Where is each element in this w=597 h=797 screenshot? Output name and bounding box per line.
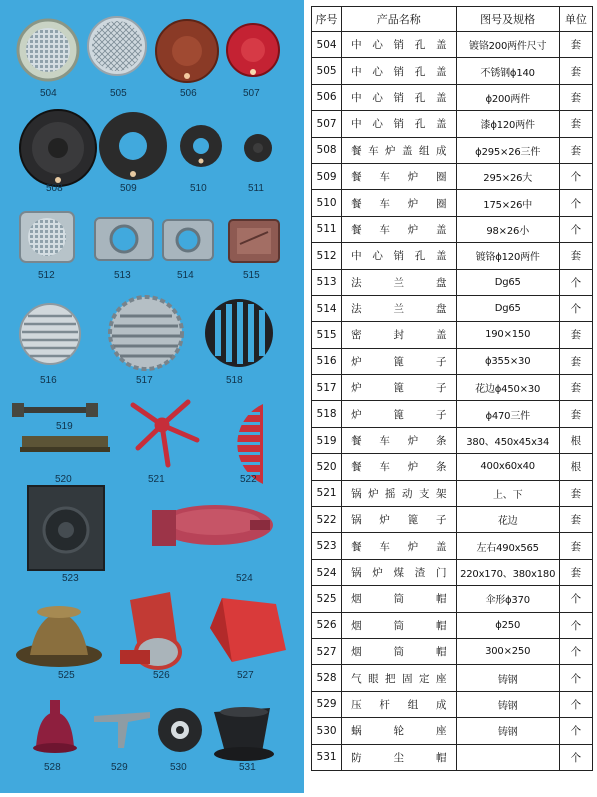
product-name: 烟筒帽 xyxy=(342,586,456,612)
row-number: 513 xyxy=(312,269,342,295)
item-527-photo xyxy=(210,598,286,662)
unit-value: 个 xyxy=(559,665,592,691)
spec-value: 上、下 xyxy=(456,480,559,506)
row-number: 522 xyxy=(312,507,342,533)
product-name: 锅炉篦子 xyxy=(342,507,456,533)
unit-value: 套 xyxy=(559,375,592,401)
row-number: 505 xyxy=(312,58,342,84)
row-number: 506 xyxy=(312,84,342,110)
table-row xyxy=(312,744,593,770)
product-name: 中心销孔盖 xyxy=(342,111,456,137)
unit-value: 套 xyxy=(559,111,592,137)
item-519-photo xyxy=(12,403,98,417)
table-row xyxy=(312,137,593,163)
spec-value: 400x60x40 xyxy=(456,454,559,480)
product-name: 锅炉摇动支架 xyxy=(342,480,456,506)
spec-table xyxy=(311,6,593,771)
spec-value: 左右490x565 xyxy=(456,533,559,559)
spec-value: ϕ200两件 xyxy=(456,84,559,110)
item-label: 525 xyxy=(58,670,75,681)
row-number: 511 xyxy=(312,216,342,242)
unit-value: 套 xyxy=(559,480,592,506)
unit-value: 个 xyxy=(559,269,592,295)
product-name: 餐车炉圈 xyxy=(342,163,456,189)
item-525-photo xyxy=(16,606,102,667)
spec-value: 175×26中 xyxy=(456,190,559,216)
row-number: 521 xyxy=(312,480,342,506)
table-row xyxy=(312,454,593,480)
unit-value: 个 xyxy=(559,612,592,638)
product-name: 烟筒帽 xyxy=(342,612,456,638)
product-name: 炉篦子 xyxy=(342,348,456,374)
item-label: 506 xyxy=(180,88,197,99)
table-row xyxy=(312,533,593,559)
row-number: 526 xyxy=(312,612,342,638)
spec-value: 伞形ϕ370 xyxy=(456,586,559,612)
product-name: 蜗轮座 xyxy=(342,718,456,744)
product-name: 炉篦子 xyxy=(342,375,456,401)
item-531-photo xyxy=(214,707,274,761)
table-row xyxy=(312,58,593,84)
unit-value: 根 xyxy=(559,454,592,480)
spec-value: 300×250 xyxy=(456,638,559,664)
item-530-photo xyxy=(158,708,202,752)
item-label: 528 xyxy=(44,762,61,773)
table-row xyxy=(312,691,593,717)
unit-value: 根 xyxy=(559,427,592,453)
product-name: 法兰盘 xyxy=(342,269,456,295)
item-505-photo xyxy=(88,17,146,75)
item-label: 505 xyxy=(110,88,127,99)
row-number: 504 xyxy=(312,32,342,58)
spec-value: 漆ϕ120两件 xyxy=(456,111,559,137)
unit-value: 套 xyxy=(559,322,592,348)
item-509-photo xyxy=(99,112,167,180)
spec-value: 220x170、380x180 xyxy=(456,559,559,585)
item-523-photo xyxy=(28,486,104,570)
row-number: 508 xyxy=(312,137,342,163)
row-number: 512 xyxy=(312,243,342,269)
unit-value: 个 xyxy=(559,586,592,612)
spec-value: ϕ355×30 xyxy=(456,348,559,374)
unit-value: 个 xyxy=(559,216,592,242)
item-522-photo xyxy=(221,404,263,484)
spec-value: 190×150 xyxy=(456,322,559,348)
product-name: 餐车炉圈 xyxy=(342,190,456,216)
item-506-photo xyxy=(156,20,218,82)
unit-value: 套 xyxy=(559,533,592,559)
product-name: 压杆组成 xyxy=(342,691,456,717)
table-row xyxy=(312,190,593,216)
spec-value: 铸钢 xyxy=(456,718,559,744)
unit-value: 套 xyxy=(559,84,592,110)
item-label: 513 xyxy=(114,270,131,281)
item-512-photo xyxy=(20,212,74,262)
item-label: 519 xyxy=(56,421,73,432)
row-number: 527 xyxy=(312,638,342,664)
item-520-photo xyxy=(20,436,110,452)
unit-value: 套 xyxy=(559,58,592,84)
item-521-photo xyxy=(133,402,197,465)
table-row xyxy=(312,269,593,295)
spec-value: 295×26大 xyxy=(456,163,559,189)
product-name: 法兰盘 xyxy=(342,295,456,321)
spec-value: 98×26小 xyxy=(456,216,559,242)
product-name: 餐车炉条 xyxy=(342,427,456,453)
item-507-photo xyxy=(227,24,279,76)
table-row xyxy=(312,348,593,374)
item-517-photo xyxy=(110,297,182,369)
item-label: 521 xyxy=(148,474,165,485)
row-number: 518 xyxy=(312,401,342,427)
table-row xyxy=(312,612,593,638)
product-name: 餐车炉条 xyxy=(342,454,456,480)
row-number: 507 xyxy=(312,111,342,137)
item-510-photo xyxy=(180,125,222,167)
row-number: 530 xyxy=(312,718,342,744)
item-label: 508 xyxy=(46,183,63,194)
spec-value: ϕ250 xyxy=(456,612,559,638)
spec-value: 镀铬ϕ120两件 xyxy=(456,243,559,269)
unit-value: 个 xyxy=(559,691,592,717)
table-row xyxy=(312,427,593,453)
product-name: 炉篦子 xyxy=(342,401,456,427)
product-name: 餐车炉盖 xyxy=(342,533,456,559)
spec-value: 铸钢 xyxy=(456,691,559,717)
row-number: 515 xyxy=(312,322,342,348)
row-number: 525 xyxy=(312,586,342,612)
item-529-photo xyxy=(94,712,150,748)
header-name: 产品名称 xyxy=(342,7,456,32)
item-label: 517 xyxy=(136,375,153,386)
table-row xyxy=(312,507,593,533)
item-label: 504 xyxy=(40,88,57,99)
row-number: 528 xyxy=(312,665,342,691)
item-label: 520 xyxy=(55,474,72,485)
table-row xyxy=(312,401,593,427)
item-label: 516 xyxy=(40,375,57,386)
product-name: 锅炉煤渣门 xyxy=(342,559,456,585)
item-label: 526 xyxy=(153,670,170,681)
unit-value: 个 xyxy=(559,295,592,321)
item-label: 507 xyxy=(243,88,260,99)
product-name: 中心销孔盖 xyxy=(342,58,456,84)
item-label: 515 xyxy=(243,270,260,281)
unit-value: 套 xyxy=(559,348,592,374)
row-number: 524 xyxy=(312,559,342,585)
item-label: 530 xyxy=(170,762,187,773)
unit-value: 套 xyxy=(559,401,592,427)
unit-value: 套 xyxy=(559,243,592,269)
item-508-photo xyxy=(20,110,96,186)
product-name: 密封盖 xyxy=(342,322,456,348)
row-number: 529 xyxy=(312,691,342,717)
row-number: 516 xyxy=(312,348,342,374)
product-name: 餐车炉盖 xyxy=(342,216,456,242)
unit-value: 个 xyxy=(559,718,592,744)
header-spec: 图号及规格 xyxy=(456,7,559,32)
product-name: 气眼把固定座 xyxy=(342,665,456,691)
item-526-photo xyxy=(120,592,180,668)
item-518-photo xyxy=(205,299,273,367)
item-label: 527 xyxy=(237,670,254,681)
product-name: 中心销孔盖 xyxy=(342,243,456,269)
item-label: 511 xyxy=(248,183,264,194)
unit-value: 个 xyxy=(559,638,592,664)
item-label: 514 xyxy=(177,270,194,281)
item-513-photo xyxy=(95,218,153,260)
spec-value: 花边ϕ450×30 xyxy=(456,375,559,401)
item-label: 524 xyxy=(236,573,253,584)
unit-value: 套 xyxy=(559,507,592,533)
item-label: 512 xyxy=(38,270,55,281)
item-516-photo xyxy=(20,304,80,364)
item-label: 529 xyxy=(111,762,128,773)
item-label: 523 xyxy=(62,573,79,584)
table-row xyxy=(312,559,593,585)
spec-value: 花边 xyxy=(456,507,559,533)
unit-value: 个 xyxy=(559,190,592,216)
spec-value: ϕ470三件 xyxy=(456,401,559,427)
table-row xyxy=(312,295,593,321)
spec-table-body xyxy=(312,32,593,771)
item-label: 531 xyxy=(239,762,256,773)
row-number: 520 xyxy=(312,454,342,480)
spec-value: ϕ295×26三件 xyxy=(456,137,559,163)
row-number: 519 xyxy=(312,427,342,453)
header-no: 序号 xyxy=(312,7,342,32)
item-label: 522 xyxy=(240,474,257,485)
spec-value: 铸钢 xyxy=(456,665,559,691)
table-row xyxy=(312,718,593,744)
table-header-row xyxy=(312,7,593,32)
table-row xyxy=(312,163,593,189)
item-524-photo xyxy=(152,505,273,546)
unit-value: 个 xyxy=(559,163,592,189)
spec-value: Dg65 xyxy=(456,269,559,295)
row-number: 514 xyxy=(312,295,342,321)
item-label: 509 xyxy=(120,183,137,194)
table-row xyxy=(312,32,593,58)
row-number: 509 xyxy=(312,163,342,189)
table-row xyxy=(312,84,593,110)
product-name: 中心销孔盖 xyxy=(342,84,456,110)
item-504-photo xyxy=(18,20,78,80)
header-unit: 单位 xyxy=(559,7,592,32)
item-528-photo xyxy=(33,700,77,753)
product-name: 烟筒帽 xyxy=(342,638,456,664)
spec-value: 380、450x45x34 xyxy=(456,427,559,453)
table-row xyxy=(312,665,593,691)
spec-value xyxy=(456,744,559,770)
spec-value: 镀铬200两件尺寸 xyxy=(456,32,559,58)
table-row xyxy=(312,480,593,506)
table-row xyxy=(312,322,593,348)
unit-value: 个 xyxy=(559,744,592,770)
item-514-photo xyxy=(163,220,213,260)
item-label: 518 xyxy=(226,375,243,386)
row-number: 523 xyxy=(312,533,342,559)
product-name: 餐车炉盖组成 xyxy=(342,137,456,163)
unit-value: 套 xyxy=(559,32,592,58)
unit-value: 套 xyxy=(559,559,592,585)
table-row xyxy=(312,111,593,137)
table-row xyxy=(312,638,593,664)
item-515-photo xyxy=(229,220,279,262)
table-row xyxy=(312,586,593,612)
item-label: 510 xyxy=(190,183,207,194)
table-row xyxy=(312,243,593,269)
row-number: 531 xyxy=(312,744,342,770)
product-name: 防尘帽 xyxy=(342,744,456,770)
spec-value: 不锈钢ϕ140 xyxy=(456,58,559,84)
spec-value: Dg65 xyxy=(456,295,559,321)
unit-value: 套 xyxy=(559,137,592,163)
product-name: 中心销孔盖 xyxy=(342,32,456,58)
table-row xyxy=(312,216,593,242)
row-number: 510 xyxy=(312,190,342,216)
item-511-photo xyxy=(244,134,272,162)
table-row xyxy=(312,375,593,401)
row-number: 517 xyxy=(312,375,342,401)
